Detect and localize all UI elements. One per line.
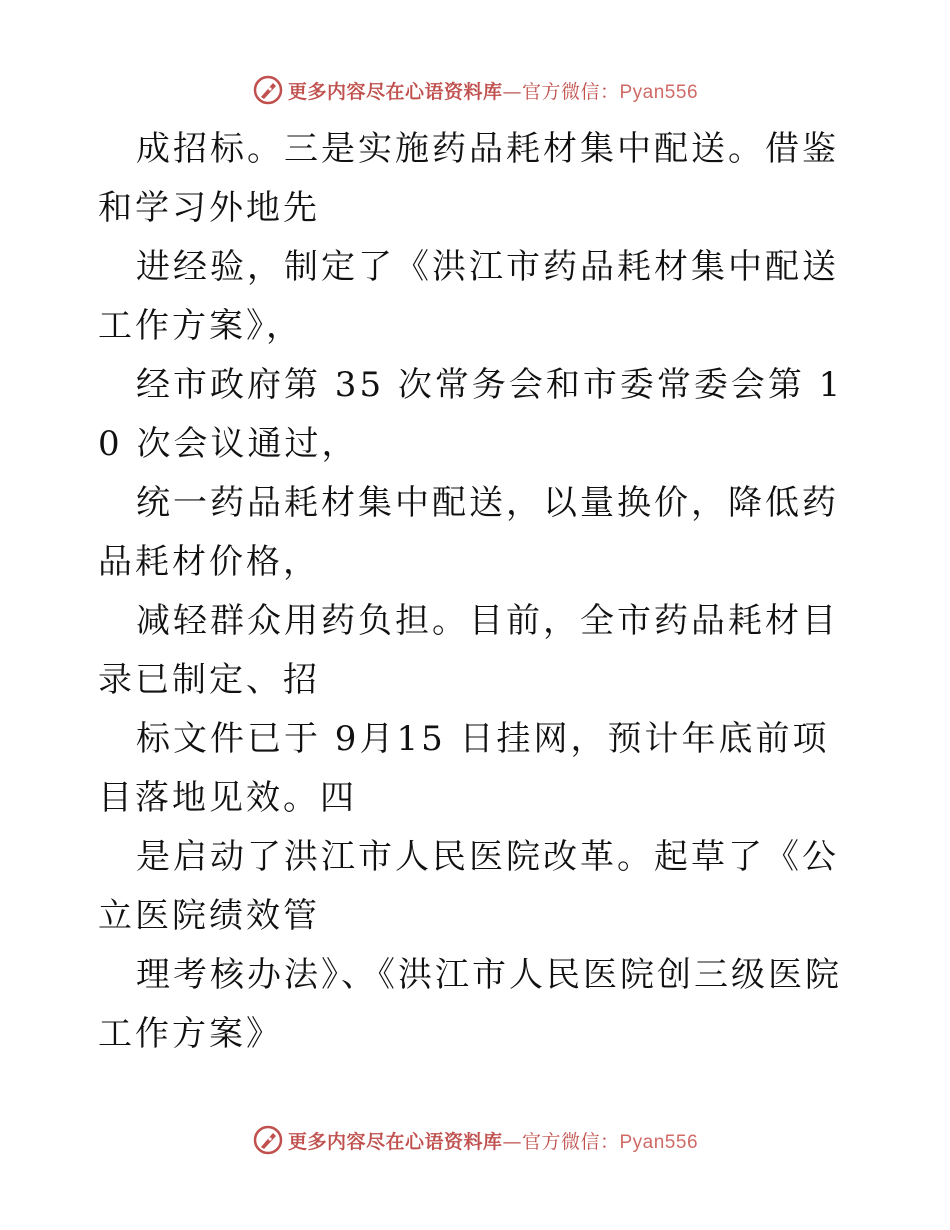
paragraph: 理考核办法》、《洪江市人民医院创三级医院工作方案》 — [98, 955, 842, 1054]
watermark-text: 更多内容尽在心语资料库—官方微信：Pyan556 — [287, 80, 699, 103]
paragraph: 进经验，制定了《洪江市药品耗材集中配送工作方案》， — [98, 247, 839, 346]
header-watermark — [0, 70, 950, 110]
pen-nib-icon — [252, 74, 284, 106]
paragraph: 统一药品耗材集中配送，以量换价，降低药品耗材价格， — [98, 483, 839, 582]
paragraph: 标文件已于 9月15 日挂网，预计年底前项目落地见效。四 — [98, 719, 830, 818]
document-body — [98, 120, 858, 1064]
paragraph: 成招标。三是实施药品耗材集中配送。借鉴和学习外地先 — [98, 129, 839, 228]
paragraph: 是启动了洪江市人民医院改革。起草了《公立医院绩效管 — [98, 837, 839, 936]
paragraph: 减轻群众用药负担。目前，全市药品耗材目录已制定、招 — [98, 601, 839, 700]
watermark-text: 更多内容尽在心语资料库—官方微信：Pyan556 — [287, 1130, 699, 1153]
paragraph: 经市政府第 35 次常务会和市委常委会第 10 次会议通过， — [98, 365, 844, 464]
pen-nib-icon — [252, 1124, 284, 1156]
footer-watermark — [0, 1120, 950, 1160]
